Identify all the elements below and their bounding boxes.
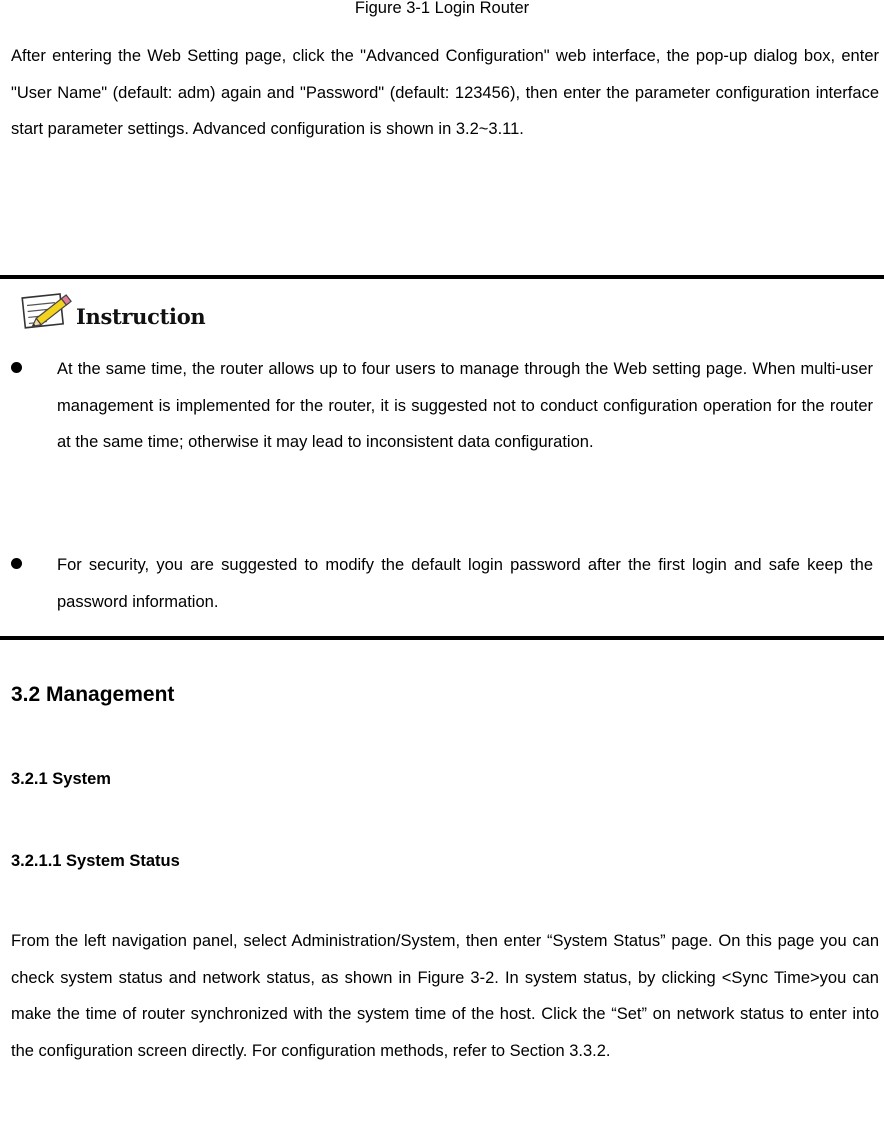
subsection-heading: 3.2.1 System <box>11 770 111 788</box>
instruction-bullet <box>11 351 873 461</box>
instruction-top-rule <box>0 275 884 279</box>
notepad-pencil-icon <box>16 286 76 334</box>
intro-paragraph: After entering the Web Setting page, click the "Advanced Configuration" web interface, the pop-up dialog box, enter "User Name" (default: adm) again and "Password" (default: 123456), then enter the parameter configuration interface start parameter settings. Advanced configuration is shown in 3.2~3.11. <box>11 47 879 138</box>
instruction-bullet <box>11 547 873 620</box>
bullet-dot-icon <box>11 362 22 373</box>
instruction-bullet-text: At the same time, the router allows up to four users to manage through the Web setting page. When multi-user management is implemented for the router, it is suggested not to conduct configuration operation for the router at the same time; otherwise it may lead to inconsistent data configuration. <box>57 360 873 451</box>
instruction-label: Instruction <box>76 304 206 329</box>
instruction-bottom-rule <box>0 636 884 640</box>
instruction-bullet-text: For security, you are suggested to modify the default login password after the first login and safe keep the password information. <box>57 556 873 611</box>
section-heading: 3.2 Management <box>11 683 175 706</box>
figure-caption: Figure 3-1 Login Router <box>354 0 530 17</box>
subsubsection-heading: 3.2.1.1 System Status <box>11 852 180 870</box>
system-status-paragraph: From the left navigation panel, select Administration/System, then enter “System Status” page. On this page you can check system status and network status, as shown in Figure 3-2. In system status, by clicking <Sync Time>you can make the time of router synchronized with the system time of the host. Click the “Set” on network status to enter into the configuration screen directly. For configuration methods, refer to Section 3.3.2. <box>11 932 879 1060</box>
bullet-dot-icon <box>11 558 22 569</box>
